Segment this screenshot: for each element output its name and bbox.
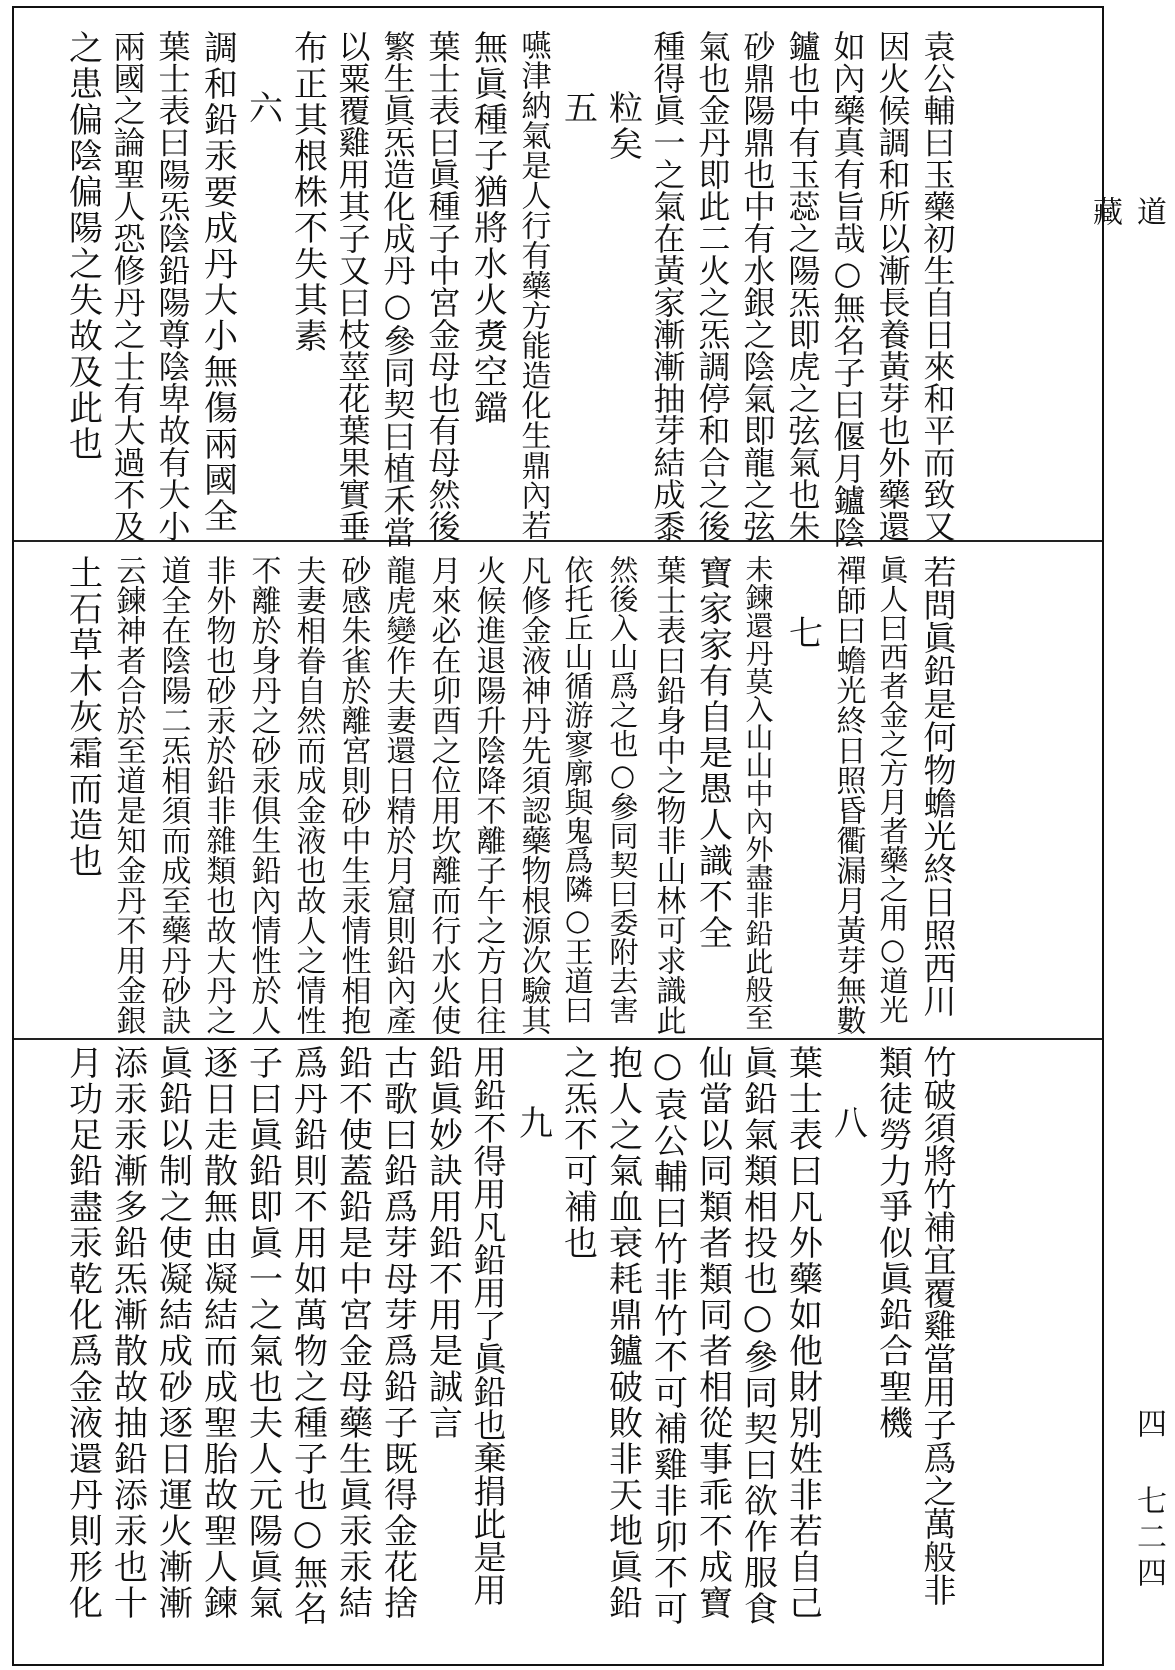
- text-column: 道全在陰陽二炁相須而成至藥丹砂訣: [155, 555, 191, 1035]
- text-column: 若問眞鉛是何物蟾光終日照西川: [918, 555, 958, 1017]
- text-column: 依托丘山循游寥廓與鬼爲隣○王道曰: [560, 555, 595, 1024]
- text-column: 葉士表曰陽炁陰鉛陽尊陰卑故有大小: [153, 30, 192, 542]
- section-divider: [14, 1038, 1102, 1040]
- text-column: 夫妻相眷自然而成金液也故人之情性: [290, 555, 326, 1035]
- text-column: 古歌曰鉛爲芽母芽爲鉛子既得金花捨: [377, 1045, 418, 1621]
- text-column: 用鉛不得用凡鉛用了眞鉛也棄捐此是用: [468, 1045, 508, 1606]
- text-column: 龍虎變作夫妻還日精於月窟則鉛內產: [380, 555, 416, 1035]
- text-column: 調和鉛汞要成丹大小無傷兩國全: [197, 30, 238, 534]
- text-column: 寶家家有自是愚人識不全: [692, 555, 733, 951]
- text-column: 鉛眞妙訣用鉛不用是誠言: [422, 1045, 463, 1441]
- text-column: 砂鼎陽鼎也中有水銀之陰氣即龍之弦: [738, 30, 777, 542]
- text-column: 眞鉛氣類相投也○參同契曰欲作服食: [737, 1045, 778, 1627]
- panel-top: [60, 30, 960, 550]
- canon-title: 道 藏: [1087, 196, 1166, 284]
- text-column: 抱人之氣血衰耗鼎鑪破敗非天地眞鉛: [602, 1045, 643, 1621]
- text-column: 葉士表曰鉛身中之物非山林可求識此: [650, 555, 686, 1035]
- text-column: 逐日走散無由凝結而成聖胎故聖人鍊: [197, 1045, 238, 1621]
- text-column: 九: [512, 1105, 553, 1141]
- text-column: 土石草木灰霜而造也: [62, 555, 103, 879]
- text-column: 非外物也砂汞於鉛非雜類也故大丹之: [200, 555, 236, 1035]
- text-column: 眞鉛以制之使凝結成砂逐日運火漸漸: [152, 1045, 193, 1621]
- text-column: 嚥津納氣是人行有藥方能造化生鼎內若: [515, 30, 551, 540]
- text-column: 以粟覆雞用其子又曰枝莖花葉果實垂: [333, 30, 372, 542]
- text-column: 不離於身丹之砂汞俱生鉛內情性於人: [245, 555, 281, 1035]
- text-column: 之炁不可補也: [557, 1045, 598, 1261]
- text-column: 兩國之論聖人恐修丹之士有大過不及: [108, 30, 147, 542]
- text-column: 月功足鉛盡汞乾化爲金液還丹則形化: [62, 1045, 103, 1621]
- text-column: 七: [782, 615, 823, 651]
- text-column: 葉士表曰眞種子中宮金母也有母然後: [423, 30, 462, 542]
- text-column: 如內藥真有旨哉○無名子曰偃月鑪陰: [828, 30, 867, 548]
- panel-bottom: [60, 1045, 960, 1645]
- text-column: ○袁公輔曰竹非竹不可補雞非卯不可: [647, 1045, 688, 1627]
- text-column: 類徒勞力爭似眞鉛合聖機: [872, 1045, 913, 1441]
- text-column: 禪師曰蟾光終日照昏衢漏月黃芽無數: [830, 555, 866, 1035]
- text-column: 布正其根株不失其素: [287, 30, 328, 354]
- text-column: 八: [827, 1105, 868, 1141]
- text-column: 種得眞一之氣在黃家漸漸抽芽結成黍: [648, 30, 687, 542]
- text-column: 葉士表曰凡外藥如他財別姓非若自己: [782, 1045, 823, 1621]
- text-column: 因火候調和所以漸長養黃芽也外藥還: [873, 30, 912, 542]
- text-column: 袁公輔曰玉藥初生自日來和平而致又: [918, 30, 957, 542]
- text-column: 氣也金丹即此二火之炁調停和合之後: [693, 30, 732, 542]
- text-column: 無眞種子猶將水火煑空鐺: [467, 30, 508, 426]
- text-column: 爲丹鉛則不用如萬物之種子也○無名: [287, 1045, 328, 1627]
- text-column: 然後入山爲之也○參同契曰委附去害: [605, 555, 640, 1024]
- page-number: 四 七二四: [1131, 1407, 1166, 1593]
- text-column: 子曰眞鉛即眞一之氣也夫人元陽眞氣: [242, 1045, 283, 1621]
- text-column: 繁生眞炁造化成丹○參同契曰植禾當: [378, 30, 417, 548]
- text-column: 添汞汞漸多鉛炁漸散故抽鉛添汞也十: [107, 1045, 148, 1621]
- text-column: 未鍊還丹莫入山山中內外盡非鉛此般至: [741, 555, 775, 1031]
- text-column: 凡修金液神丹先須認藥物根源次驗其: [515, 555, 551, 1035]
- text-column: 砂感朱雀於離宮則砂中生汞情性相抱: [335, 555, 371, 1035]
- text-column: 鑪也中有玉蕊之陽炁即虎之弦氣也朱: [783, 30, 822, 542]
- text-column: 竹破須將竹補宜覆雞當用子爲之萬般非: [918, 1045, 958, 1606]
- text-column: 月來必在卯酉之位用坎離而行水火使: [425, 555, 461, 1035]
- text-column: 眞人曰西者金之方月者藥之用○道光: [875, 555, 910, 1024]
- panel-middle: [60, 555, 960, 1035]
- text-column: 仙當以同類者類同者相從事乖不成寶: [692, 1045, 733, 1621]
- text-column: 鉛不使蓋鉛是中宮金母藥生眞汞汞結: [332, 1045, 373, 1621]
- text-column: 粒矣: [602, 90, 643, 162]
- text-column: 火候進退陽升陰降不離子午之方日往: [470, 555, 506, 1035]
- text-column: 五: [557, 90, 598, 126]
- text-column: 六: [242, 90, 283, 126]
- text-column: 云鍊神者合於至道是知金丹不用金銀: [110, 555, 146, 1035]
- text-column: 之患偏陰偏陽之失故及此也: [62, 30, 103, 462]
